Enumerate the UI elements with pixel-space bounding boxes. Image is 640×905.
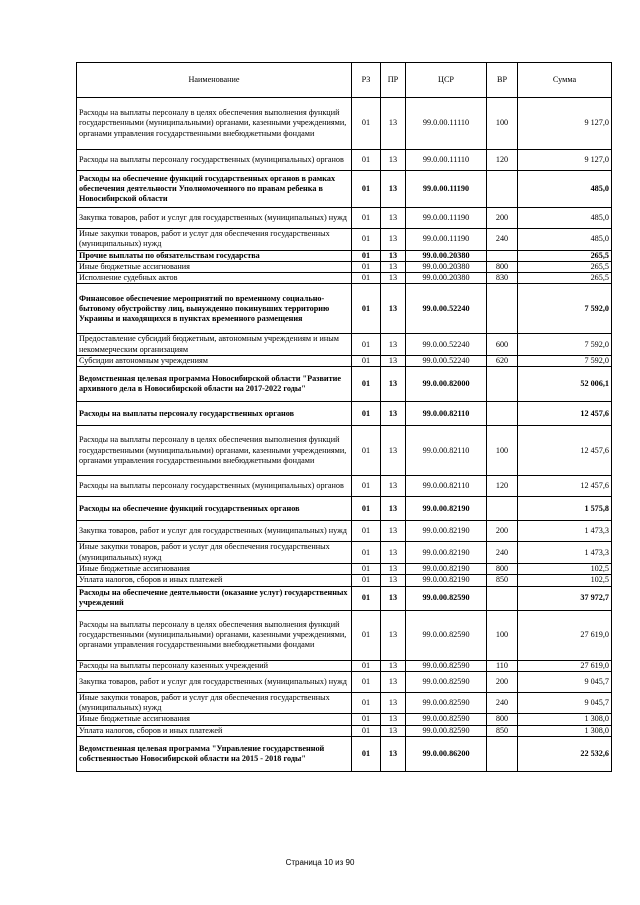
cell-vr: [487, 284, 518, 334]
cell-vr: 200: [487, 521, 518, 542]
cell-rz: 01: [352, 542, 381, 564]
cell-vr: 200: [487, 208, 518, 229]
cell-rz: 01: [352, 426, 381, 476]
cell-rz: 01: [352, 692, 381, 714]
cell-name: Финансовое обеспечение мероприятий по временному социально-бытовому обустройству лиц, вынужденно покинувших территорию Украины и находящихся в пунктах временного размещения: [77, 284, 352, 334]
cell-name: Прочие выплаты по обязательствам государства: [77, 250, 352, 261]
cell-vr: 800: [487, 261, 518, 272]
cell-name: Иные закупки товаров, работ и услуг для обеспечения государственных (муниципальных) нужд: [77, 542, 352, 564]
cell-rz: 01: [352, 725, 381, 736]
cell-sum: 12 457,6: [518, 402, 612, 426]
cell-sum: 1 308,0: [518, 725, 612, 736]
header-pr: ПР: [381, 63, 406, 98]
cell-pr: 13: [381, 586, 406, 610]
header-vr: ВР: [487, 63, 518, 98]
cell-vr: 100: [487, 610, 518, 660]
cell-name: Уплата налогов, сборов и иных платежей: [77, 575, 352, 586]
table-row: [77, 273, 612, 284]
cell-vr: 240: [487, 692, 518, 714]
header-name: Наименование: [77, 63, 352, 98]
cell-pr: 13: [381, 563, 406, 574]
header-sum: Сумма: [518, 63, 612, 98]
cell-sum: 102,5: [518, 575, 612, 586]
table-header-row: [77, 63, 612, 98]
cell-name: Иные бюджетные ассигнования: [77, 563, 352, 574]
cell-csr: 99.0.00.82190: [406, 497, 487, 521]
cell-pr: 13: [381, 497, 406, 521]
cell-sum: 1 575,8: [518, 497, 612, 521]
cell-sum: 37 972,7: [518, 586, 612, 610]
cell-csr: 99.0.00.82590: [406, 725, 487, 736]
cell-name: Расходы на обеспечение функций государственных органов: [77, 497, 352, 521]
cell-vr: 200: [487, 671, 518, 692]
cell-name: Иные закупки товаров, работ и услуг для обеспечения государственных (муниципальных) нужд: [77, 692, 352, 714]
cell-sum: 12 457,6: [518, 476, 612, 497]
header-csr: ЦСР: [406, 63, 487, 98]
cell-csr: 99.0.00.20380: [406, 250, 487, 261]
cell-name: Расходы на выплаты персоналу казенных учреждений: [77, 660, 352, 671]
cell-sum: 9 045,7: [518, 692, 612, 714]
table-row: [77, 98, 612, 150]
cell-name: Расходы на выплаты персоналу в целях обеспечения выполнения функций государственными (муниципальными) органами, казенными учреждениями, органами управления государственными внебюджетными фондами: [77, 610, 352, 660]
cell-sum: 1 473,3: [518, 521, 612, 542]
cell-pr: 13: [381, 229, 406, 251]
cell-pr: 13: [381, 426, 406, 476]
cell-rz: 01: [352, 671, 381, 692]
cell-pr: 13: [381, 208, 406, 229]
cell-rz: 01: [352, 284, 381, 334]
cell-rz: 01: [352, 586, 381, 610]
table-row: [77, 497, 612, 521]
cell-pr: 13: [381, 714, 406, 725]
table-row: [77, 737, 612, 772]
table-row: [77, 586, 612, 610]
cell-vr: [487, 586, 518, 610]
cell-csr: 99.0.00.82190: [406, 521, 487, 542]
cell-csr: 99.0.00.52240: [406, 284, 487, 334]
cell-name: Расходы на обеспечение деятельности (оказание услуг) государственных учреждений: [77, 586, 352, 610]
cell-rz: 01: [352, 660, 381, 671]
cell-vr: 100: [487, 98, 518, 150]
cell-csr: 99.0.00.11190: [406, 171, 487, 208]
cell-csr: 99.0.00.82190: [406, 563, 487, 574]
cell-vr: 850: [487, 725, 518, 736]
cell-vr: 120: [487, 150, 518, 171]
cell-csr: 99.0.00.11110: [406, 150, 487, 171]
table-row: [77, 426, 612, 476]
table-row: [77, 692, 612, 714]
cell-pr: 13: [381, 367, 406, 402]
cell-pr: 13: [381, 273, 406, 284]
cell-vr: [487, 171, 518, 208]
page-number: Страница 10 из 90: [285, 858, 355, 867]
cell-vr: [487, 737, 518, 772]
cell-vr: 100: [487, 426, 518, 476]
cell-name: Расходы на выплаты персоналу в целях обеспечения выполнения функций государственными (муниципальными) органами, казенными учреждениями, органами управления государственными внебюджетными фондами: [77, 426, 352, 476]
cell-sum: 12 457,6: [518, 426, 612, 476]
cell-csr: 99.0.00.52240: [406, 334, 487, 356]
cell-name: Уплата налогов, сборов и иных платежей: [77, 725, 352, 736]
cell-rz: 01: [352, 521, 381, 542]
cell-csr: 99.0.00.82590: [406, 692, 487, 714]
cell-sum: 1 473,3: [518, 542, 612, 564]
cell-sum: 485,0: [518, 171, 612, 208]
cell-vr: 800: [487, 714, 518, 725]
cell-name: Ведомственная целевая программа "Управление государственной собственностью Новосибирской области на 2015 - 2018 годы": [77, 737, 352, 772]
cell-csr: 99.0.00.82190: [406, 575, 487, 586]
cell-pr: 13: [381, 542, 406, 564]
table-row: [77, 575, 612, 586]
cell-sum: 7 592,0: [518, 334, 612, 356]
cell-csr: 99.0.00.11190: [406, 229, 487, 251]
cell-rz: 01: [352, 563, 381, 574]
cell-vr: [487, 497, 518, 521]
cell-sum: 27 619,0: [518, 660, 612, 671]
table-row: [77, 521, 612, 542]
cell-name: Расходы на выплаты персоналу государственных (муниципальных) органов: [77, 150, 352, 171]
table-row: [77, 208, 612, 229]
cell-csr: 99.0.00.82590: [406, 671, 487, 692]
cell-pr: 13: [381, 284, 406, 334]
cell-pr: 13: [381, 334, 406, 356]
table-row: [77, 150, 612, 171]
table-row: [77, 563, 612, 574]
cell-sum: 1 308,0: [518, 714, 612, 725]
cell-rz: 01: [352, 98, 381, 150]
cell-name: Субсидии автономным учреждениям: [77, 356, 352, 367]
table-row: [77, 284, 612, 334]
cell-pr: 13: [381, 250, 406, 261]
cell-csr: 99.0.00.82110: [406, 426, 487, 476]
cell-pr: 13: [381, 575, 406, 586]
cell-sum: 265,5: [518, 273, 612, 284]
cell-csr: 99.0.00.52240: [406, 356, 487, 367]
budget-table: [76, 62, 612, 772]
table-row: [77, 402, 612, 426]
cell-sum: 102,5: [518, 563, 612, 574]
cell-vr: 110: [487, 660, 518, 671]
table-row: [77, 610, 612, 660]
cell-name: Расходы на обеспечение функций государственных органов в рамках обеспечения деятельности Уполномоченного по правам ребенка в Новосибирской области: [77, 171, 352, 208]
cell-rz: 01: [352, 250, 381, 261]
cell-vr: 240: [487, 542, 518, 564]
cell-csr: 99.0.00.82590: [406, 610, 487, 660]
cell-sum: 52 006,1: [518, 367, 612, 402]
cell-name: Закупка товаров, работ и услуг для государственных (муниципальных) нужд: [77, 671, 352, 692]
cell-csr: 99.0.00.82590: [406, 660, 487, 671]
cell-sum: 265,5: [518, 250, 612, 261]
cell-pr: 13: [381, 610, 406, 660]
cell-pr: 13: [381, 402, 406, 426]
header-rz: РЗ: [352, 63, 381, 98]
cell-vr: [487, 367, 518, 402]
cell-vr: [487, 402, 518, 426]
cell-sum: 27 619,0: [518, 610, 612, 660]
cell-rz: 01: [352, 261, 381, 272]
table-row: [77, 356, 612, 367]
cell-csr: 99.0.00.82000: [406, 367, 487, 402]
cell-pr: 13: [381, 671, 406, 692]
cell-csr: 99.0.00.82590: [406, 586, 487, 610]
cell-pr: 13: [381, 476, 406, 497]
cell-name: Ведомственная целевая программа Новосибирской области "Развитие архивного дела в Новосибирской области на 2017-2022 годы": [77, 367, 352, 402]
cell-csr: 99.0.00.82590: [406, 714, 487, 725]
table-body: [77, 98, 612, 772]
cell-name: Закупка товаров, работ и услуг для государственных (муниципальных) нужд: [77, 521, 352, 542]
cell-rz: 01: [352, 208, 381, 229]
cell-rz: 01: [352, 171, 381, 208]
cell-sum: 9 045,7: [518, 671, 612, 692]
cell-sum: 485,0: [518, 208, 612, 229]
cell-sum: 9 127,0: [518, 150, 612, 171]
cell-vr: 850: [487, 575, 518, 586]
budget-table-container: [76, 62, 611, 772]
cell-sum: 22 532,6: [518, 737, 612, 772]
cell-rz: 01: [352, 273, 381, 284]
cell-rz: 01: [352, 367, 381, 402]
cell-csr: 99.0.00.11190: [406, 208, 487, 229]
table-row: [77, 671, 612, 692]
cell-name: Предоставление субсидий бюджетным, автономным учреждениям и иным некоммерческим организациям: [77, 334, 352, 356]
cell-rz: 01: [352, 334, 381, 356]
cell-pr: 13: [381, 521, 406, 542]
cell-rz: 01: [352, 575, 381, 586]
cell-name: Расходы на выплаты персоналу государственных органов: [77, 402, 352, 426]
cell-csr: 99.0.00.86200: [406, 737, 487, 772]
table-row: [77, 229, 612, 251]
cell-name: Иные бюджетные ассигнования: [77, 714, 352, 725]
table-row: [77, 334, 612, 356]
cell-rz: 01: [352, 356, 381, 367]
cell-rz: 01: [352, 497, 381, 521]
table-row: [77, 714, 612, 725]
table-row: [77, 542, 612, 564]
cell-pr: 13: [381, 725, 406, 736]
cell-rz: 01: [352, 737, 381, 772]
cell-vr: 800: [487, 563, 518, 574]
table-row: [77, 660, 612, 671]
cell-rz: 01: [352, 714, 381, 725]
cell-vr: [487, 250, 518, 261]
cell-vr: 600: [487, 334, 518, 356]
table-row: [77, 367, 612, 402]
cell-csr: 99.0.00.20380: [406, 261, 487, 272]
cell-csr: 99.0.00.11110: [406, 98, 487, 150]
cell-rz: 01: [352, 229, 381, 251]
cell-csr: 99.0.00.82110: [406, 402, 487, 426]
table-row: [77, 725, 612, 736]
cell-csr: 99.0.00.82190: [406, 542, 487, 564]
cell-name: Расходы на выплаты персоналу в целях обеспечения выполнения функций государственными (муниципальными) органами, казенными учреждениями, органами управления государственными внебюджетными фондами: [77, 98, 352, 150]
cell-sum: 7 592,0: [518, 284, 612, 334]
cell-sum: 485,0: [518, 229, 612, 251]
table-row: [77, 261, 612, 272]
table-row: [77, 476, 612, 497]
cell-csr: 99.0.00.20380: [406, 273, 487, 284]
cell-vr: 620: [487, 356, 518, 367]
cell-pr: 13: [381, 261, 406, 272]
cell-vr: 240: [487, 229, 518, 251]
table-row: [77, 250, 612, 261]
cell-pr: 13: [381, 660, 406, 671]
cell-pr: 13: [381, 98, 406, 150]
cell-name: Иные бюджетные ассигнования: [77, 261, 352, 272]
cell-pr: 13: [381, 737, 406, 772]
cell-pr: 13: [381, 692, 406, 714]
cell-vr: 830: [487, 273, 518, 284]
cell-name: Иные закупки товаров, работ и услуг для обеспечения государственных (муниципальных) нужд: [77, 229, 352, 251]
cell-pr: 13: [381, 150, 406, 171]
cell-sum: 7 592,0: [518, 356, 612, 367]
cell-rz: 01: [352, 150, 381, 171]
cell-rz: 01: [352, 476, 381, 497]
cell-rz: 01: [352, 402, 381, 426]
cell-sum: 265,5: [518, 261, 612, 272]
cell-rz: 01: [352, 610, 381, 660]
cell-sum: 9 127,0: [518, 98, 612, 150]
cell-name: Закупка товаров, работ и услуг для государственных (муниципальных) нужд: [77, 208, 352, 229]
table-row: [77, 171, 612, 208]
cell-pr: 13: [381, 356, 406, 367]
cell-pr: 13: [381, 171, 406, 208]
cell-vr: 120: [487, 476, 518, 497]
cell-name: Исполнение судебных актов: [77, 273, 352, 284]
cell-name: Расходы на выплаты персоналу государственных (муниципальных) органов: [77, 476, 352, 497]
cell-csr: 99.0.00.82110: [406, 476, 487, 497]
